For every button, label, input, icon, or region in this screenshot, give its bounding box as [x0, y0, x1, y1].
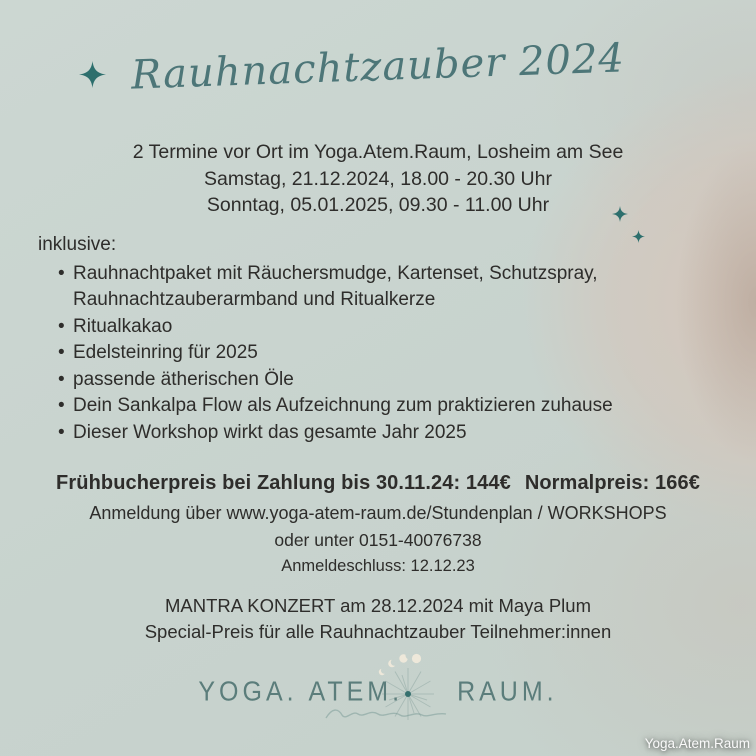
registration-phone: oder unter 0151-40076738 — [274, 530, 482, 550]
handwritten-tagline-icon — [322, 702, 452, 726]
page-title: Rauhnachtzauber 2024 — [130, 35, 626, 99]
includes-heading: inklusive: — [38, 234, 117, 255]
list-item: • passende ätherischen Öle — [58, 367, 704, 394]
price-line — [0, 472, 756, 495]
event-date-2: Sonntag, 05.01.2025, 09.30 - 11.00 Uhr — [206, 194, 550, 216]
event-date-1: Samstag, 21.12.2024, 18.00 - 20.30 Uhr — [204, 167, 552, 190]
registration-url: Anmeldung über www.yoga-atem-raum.de/Stundenplan / WORKSHOPS — [89, 503, 667, 523]
early-bird-price: Frühbucherpreis bei Zahlung bis 30.11.24: 144€ — [56, 472, 511, 494]
registration-deadline: Anmeldeschluss: 12.12.23 — [281, 557, 475, 575]
list-item: • Dein Sankalpa Flow als Aufzeichnung zum praktizieren zuhause — [58, 393, 704, 420]
watermark: Yoga.Atem.Raum — [644, 736, 750, 751]
concert-section — [0, 593, 756, 645]
event-intro — [0, 139, 756, 219]
list-item: • Edelsteinring für 2025 — [58, 340, 704, 367]
logo-word-raum: RAUM. — [457, 676, 558, 708]
concert-line: MANTRA KONZERT am 28.12.2024 mit Maya Plum — [165, 595, 591, 616]
logo-word-yoga: YOGA. — [198, 676, 298, 708]
list-item: • Dieser Workshop wirkt das gesamte Jahr 2025 — [58, 420, 704, 447]
event-location-line: 2 Termine vor Ort im Yoga.Atem.Raum, Losheim am See — [132, 141, 624, 163]
logo-word-atem: ATEM. — [308, 676, 404, 708]
normal-price: Normalpreis: 166€ — [524, 472, 700, 494]
list-item: • Rauhnachtpaket mit Räuchersmudge, Kartenset, Schutzspray, Rauhnachtzauberarmband und Ritualkerze — [58, 261, 704, 314]
includes-section — [38, 232, 704, 446]
pricing-section — [0, 472, 756, 576]
concert-special-price: Special-Preis für alle Rauhnachtzauber Teilnehmer:innen — [144, 621, 612, 642]
list-item: • Ritualkakao — [58, 314, 704, 341]
includes-list — [38, 261, 704, 447]
